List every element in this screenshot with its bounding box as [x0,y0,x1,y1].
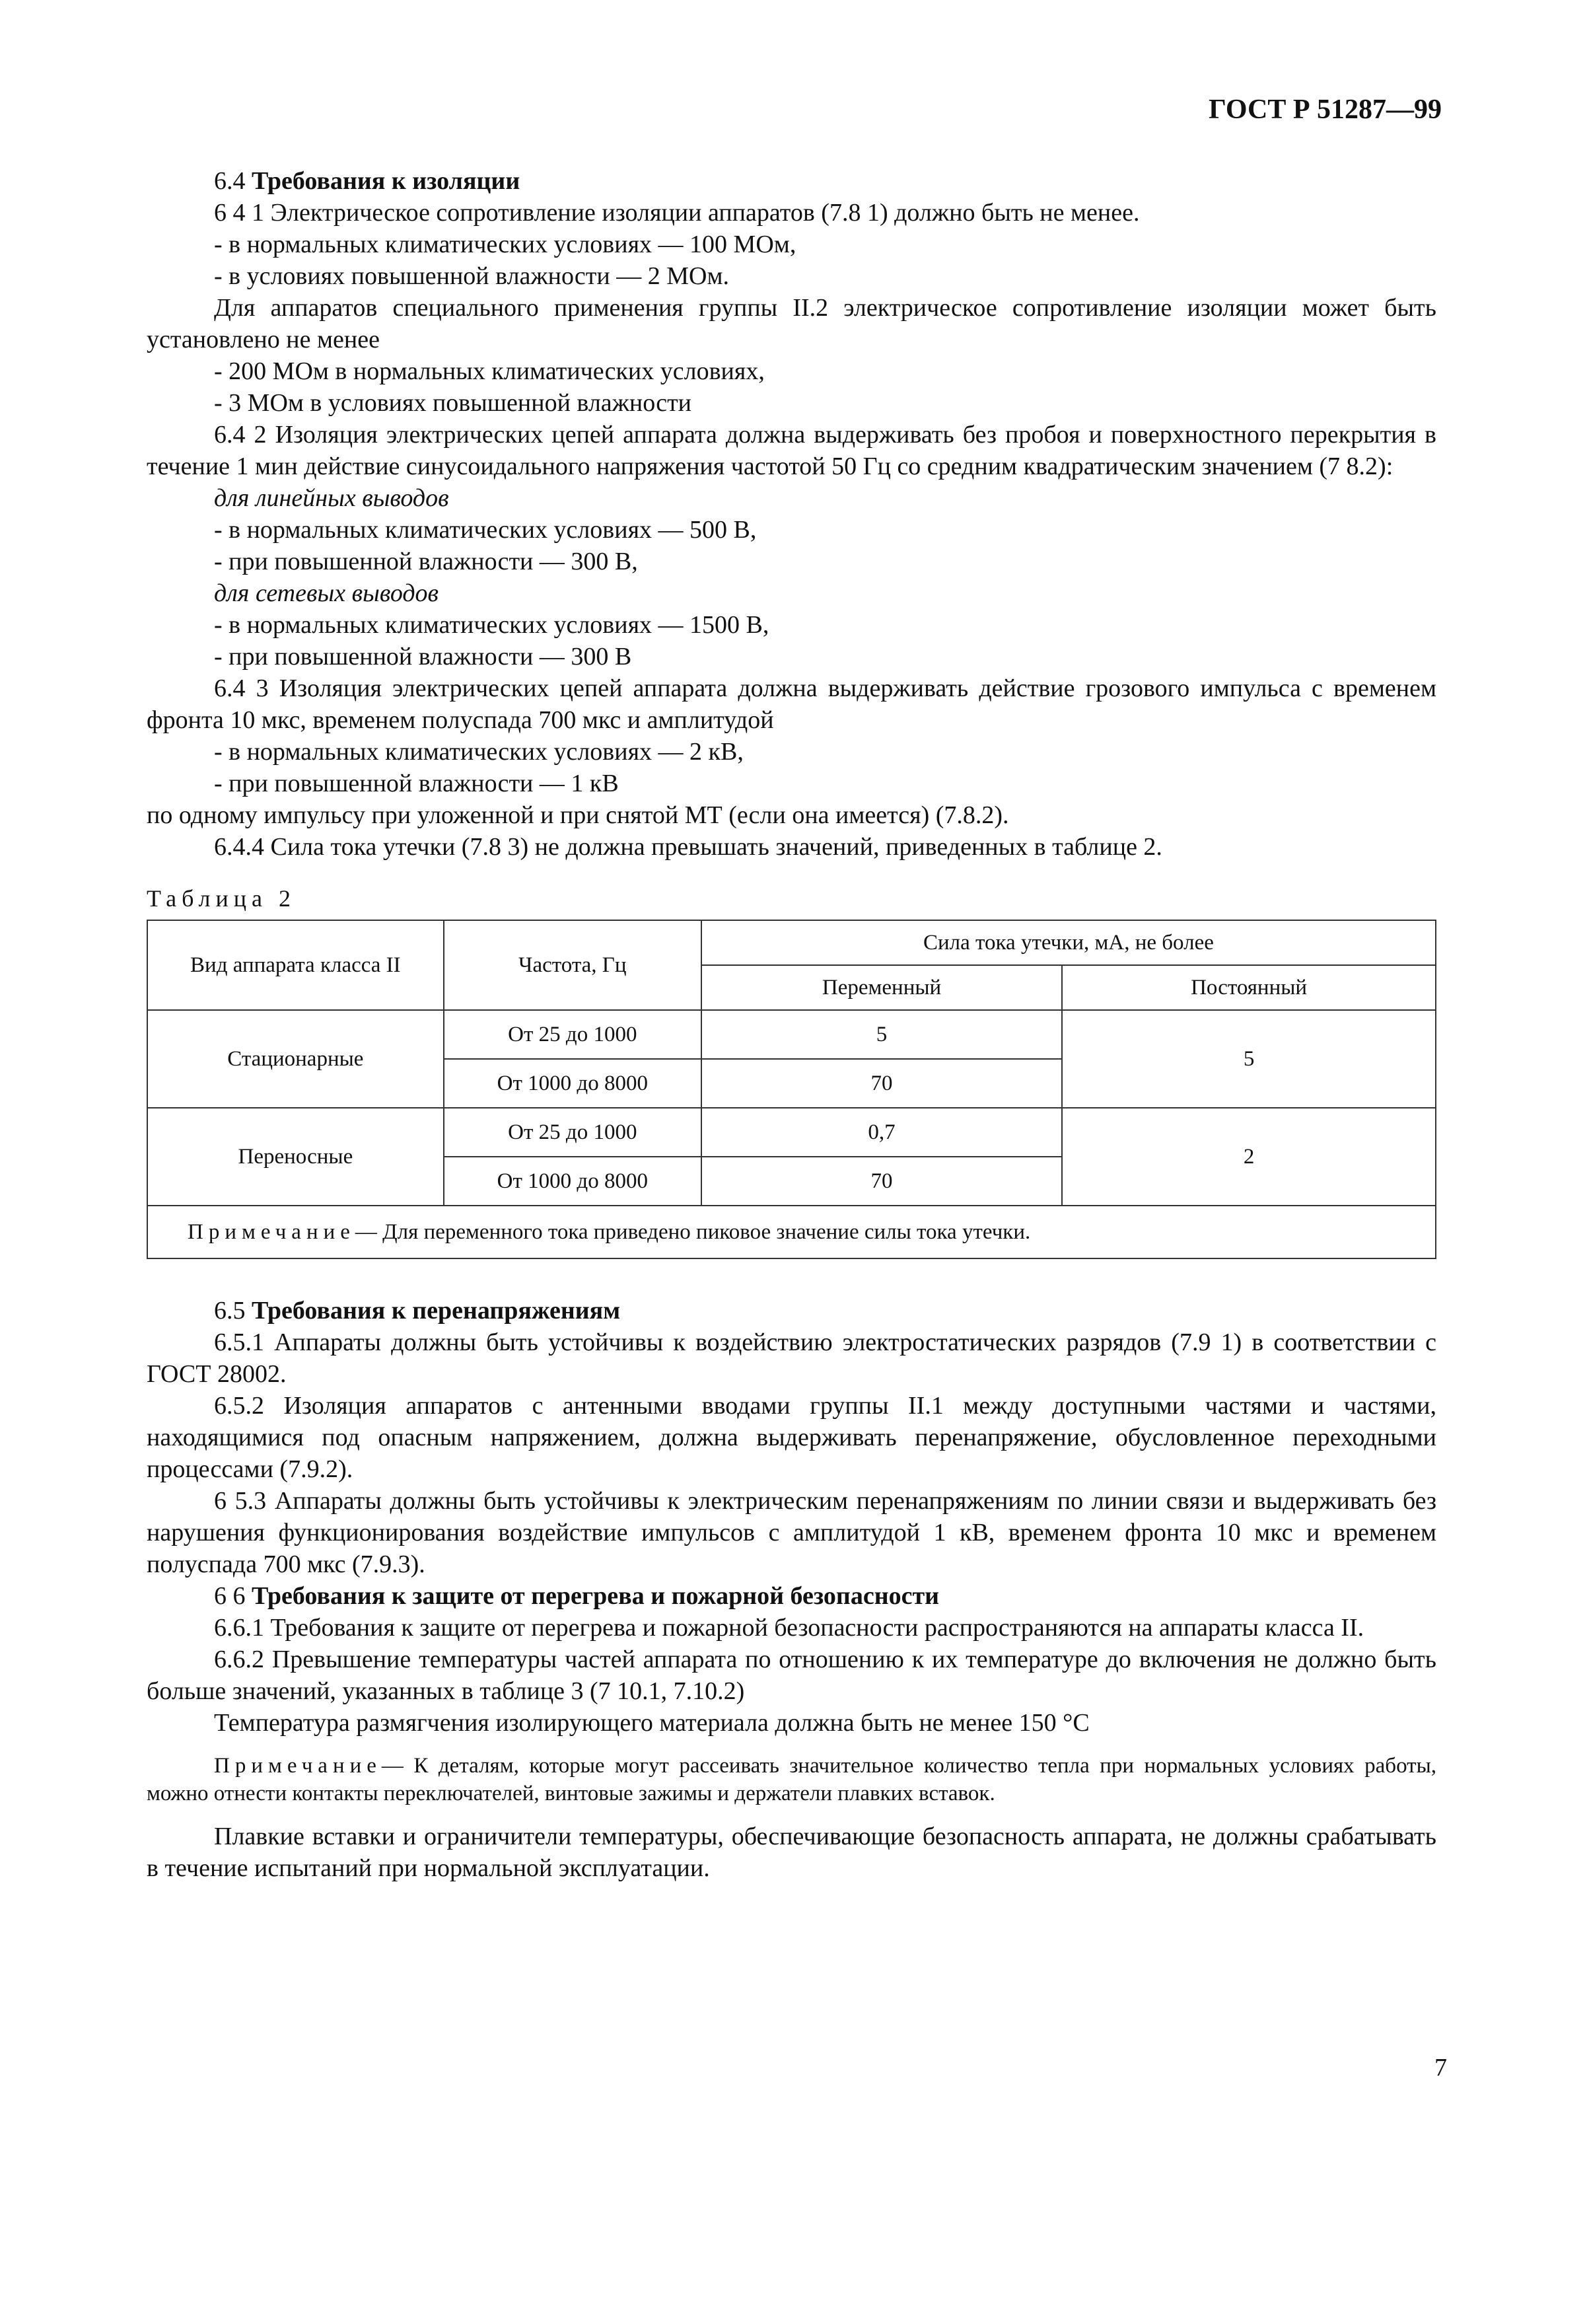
section-number: 6 6 [214,1582,246,1610]
header-leakage-current: Сила тока утечки, мА, не более [701,920,1436,965]
paragraph-impulse: по одному импульсу при уложенной и при снятой МТ (если она имеется) (7.8.2). [147,801,1009,829]
cell-ac: 0,7 [701,1108,1062,1157]
paragraph-6-6-2: 6.6.2 Превышение температуры частей аппарата по отношению к их температуре до включения не должно быть больше значений, указанных в таблице 3 (7 10.1, 7.10.2) [147,1646,1436,1705]
note-label: Примечание [214,1754,382,1778]
note-label: Примечание [188,1220,355,1244]
header-frequency: Частота, Гц [444,920,701,1010]
header-apparatus-type: Вид аппарата класса II [147,920,444,1010]
paragraph-fuses: Плавкие вставки и ограничители температуры, обеспечивающие безопасность аппарата, не должны срабатывать в течение испытаний при нормальной эксплуатации. [147,1823,1436,1882]
subheading-line-terminals: для линейных выводов [214,484,449,512]
section-number: 6.4 [214,167,246,195]
note [147,1752,1436,1807]
section-title: Требования к изоляции [252,167,520,195]
cell-ac: 5 [701,1010,1062,1059]
section-heading-6-4 [147,165,1436,197]
list-item: - в условиях повышенной влажности — 2 МОм. [214,262,730,290]
paragraph-6-5-2: 6.5.2 Изоляция аппаратов с антенными вводами группы II.1 между доступными частями и частями, находящимися под опасным напряжением, должна выдерживать перенапряжение, обусловленное переходными процессами (7.9.2). [147,1392,1436,1483]
document-code: ГОСТ Р 51287—99 [1209,94,1442,125]
cell-type: Стационарные [147,1010,444,1108]
note-text: — К деталям, которые могут рассеивать значительное количество тепла при нормальных условиях работы, можно отнести контакты переключателей, винтовые зажимы и держатели плавких вставок. [147,1754,1436,1805]
note-text: — Для переменного тока приведено пиковое значение силы тока утечки. [355,1220,1031,1244]
cell-type: Переносные [147,1108,444,1206]
list-item: - при повышенной влажности — 1 кВ [214,770,619,797]
section-heading-6-5 [147,1295,1436,1326]
section-title: Требования к перенапряжениям [252,1297,621,1325]
paragraph-6-4-4: 6.4.4 Сила тока утечки (7.8 3) не должна превышать значений, приведенных в таблице 2. [214,833,1162,861]
cell-ac: 70 [701,1059,1062,1108]
leakage-current-table [147,920,1436,1259]
list-item: - в нормальных климатических условиях — 1500 В, [214,611,769,639]
paragraph-6-4-1: 6 4 1 Электрическое сопротивление изоляции аппаратов (7.8 1) должно быть не менее. [214,199,1140,227]
cell-ac: 70 [701,1157,1062,1206]
paragraph-6-4-2: 6.4 2 Изоляция электрических цепей аппарата должна выдерживать без пробоя и поверхностного перекрытия в течение 1 мин действие синусоидального напряжения частотой 50 Гц со средним квадратическим значением (7 8.2): [147,421,1436,480]
list-item: - в нормальных климатических условиях — 500 В, [214,516,757,544]
list-item: - 200 МОм в нормальных климатических условиях, [214,357,765,385]
cell-frequency: От 25 до 1000 [444,1010,701,1059]
table-caption: Таблица 2 [147,885,296,912]
list-item: - в нормальных климатических условиях — 100 МОм, [214,231,796,258]
paragraph-6-5-1: 6.5.1 Аппараты должны быть устойчивы к воздействию электростатических разрядов (7.9 1) в соответствии с ГОСТ 28002. [147,1328,1436,1388]
page-number: 7 [1434,2054,1447,2082]
cell-frequency: От 1000 до 8000 [444,1157,701,1206]
cell-frequency: От 25 до 1000 [444,1108,701,1157]
list-item: - 3 МОм в условиях повышенной влажности [214,389,692,417]
table-row [147,1108,1436,1157]
section-heading-6-6 [147,1580,1436,1612]
section-title: Требования к защите от перегрева и пожарной безопасности [252,1582,940,1610]
subheading-mains-terminals: для сетевых выводов [214,579,439,607]
cell-frequency: От 1000 до 8000 [444,1059,701,1108]
cell-dc: 2 [1062,1108,1436,1206]
header-dc: Постоянный [1062,965,1436,1010]
paragraph-6-4-3: 6.4 3 Изоляция электрических цепей аппарата должна выдерживать действие грозового импульса с временем фронта 10 мкс, временем полуспада 700 мкс и амплитудой [147,674,1436,734]
section-number: 6.5 [214,1297,246,1325]
list-item: - в нормальных климатических условиях — 2 кВ, [214,738,744,766]
document-body [147,165,1436,1884]
list-item: - при повышенной влажности — 300 В [214,643,632,671]
cell-dc: 5 [1062,1010,1436,1108]
list-item: - при повышенной влажности — 300 В, [214,548,638,575]
table-row [147,1010,1436,1059]
table-note [147,1206,1436,1258]
header-ac: Переменный [701,965,1062,1010]
paragraph-6-6-1: 6.6.1 Требования к защите от перегрева и пожарной безопасности распространяются на аппараты класса II. [214,1614,1364,1642]
paragraph-6-5-3: 6 5.3 Аппараты должны быть устойчивы к электрическим перенапряжениям по линии связи и выдерживать без нарушения функционирования воздействие импульсов с амплитудой 1 кВ, временем фронта 10 мкс и временем полуспада 700 мкс (7.9.3). [147,1487,1436,1578]
paragraph-special-use: Для аппаратов специального применения группы II.2 электрическое сопротивление изоляции может быть установлено не менее [147,294,1436,353]
paragraph-softening-temperature: Температура размягчения изолирующего материала должна быть не менее 150 °С [214,1709,1090,1737]
